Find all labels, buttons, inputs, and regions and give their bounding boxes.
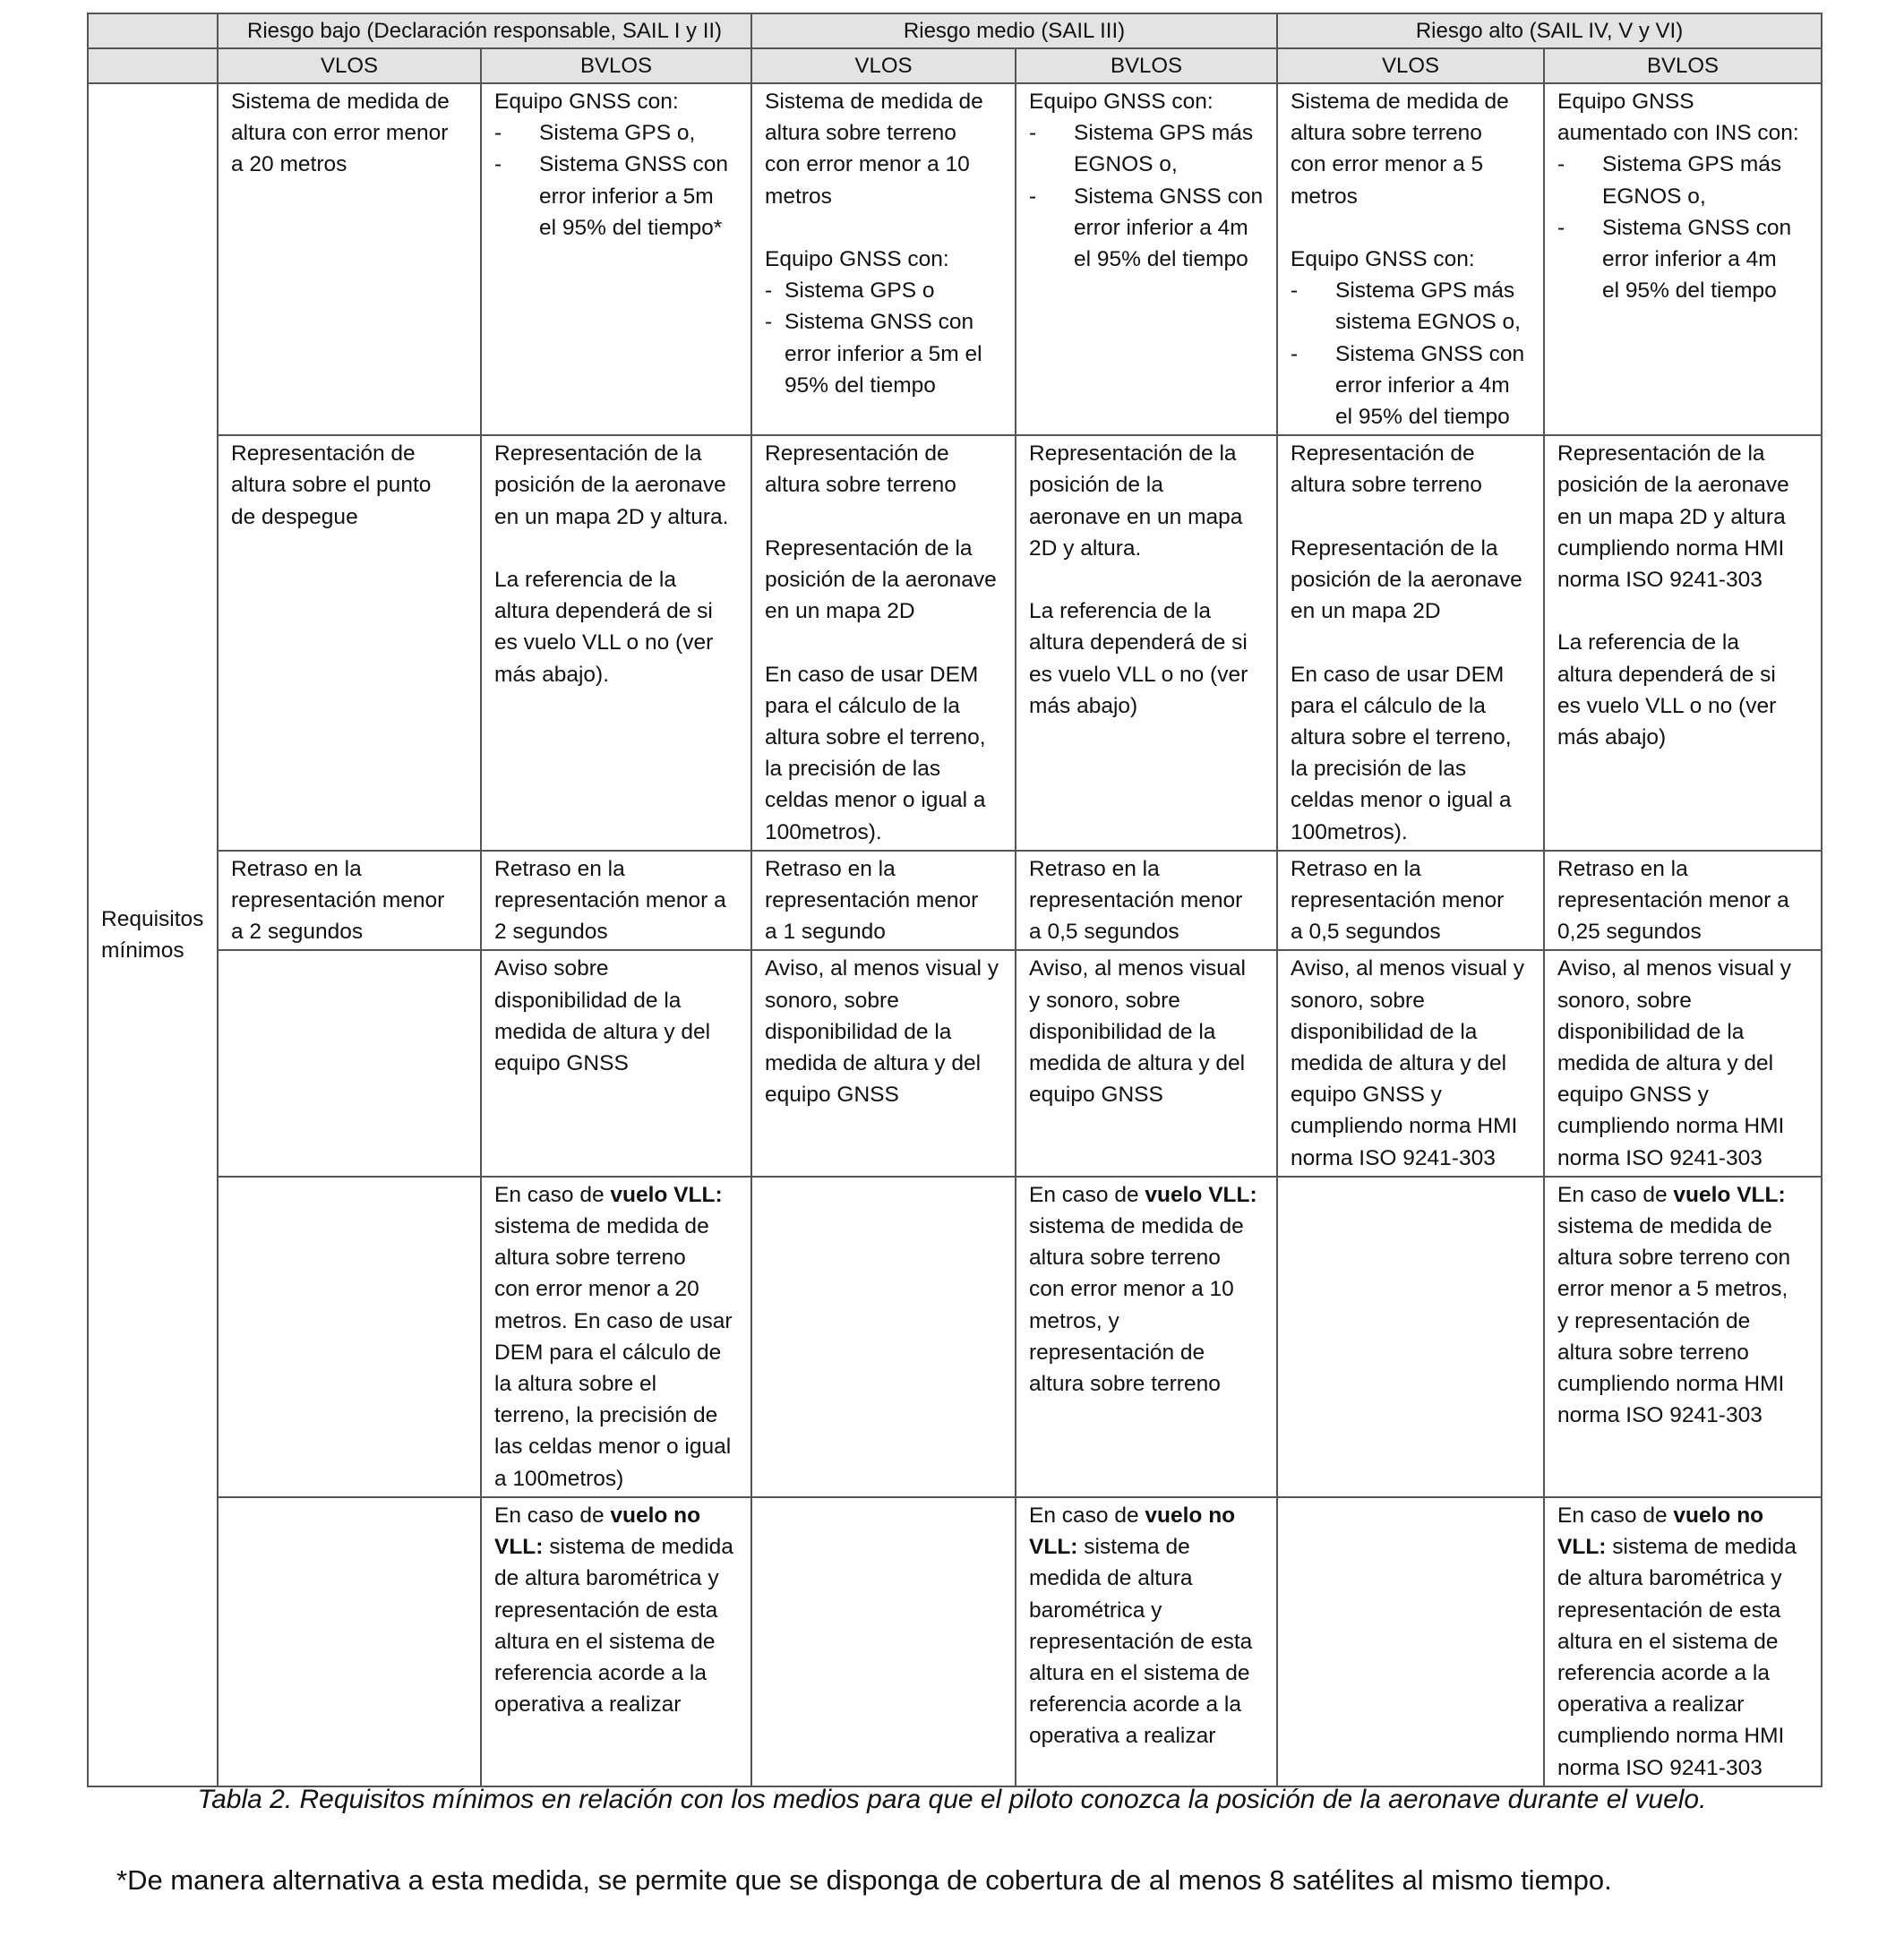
list-item-line: Sistema GPS más [1074,121,1254,146]
cell-line: barométrica y [1029,1598,1162,1623]
list-item [1557,149,1814,211]
cell-line: operativa a realizar [1029,1724,1216,1749]
table-cell [1277,1497,1544,1786]
cell-line: altura sobre terreno [1029,1372,1221,1397]
requirements-table [87,13,1823,1787]
list-item-line: Sistema GPS o [785,278,935,304]
cell-line: es vuelo VLL o no (ver [1557,693,1777,718]
cell-line: altura sobre el punto [231,473,432,498]
cell-line: altura en el sistema de [1557,1629,1779,1654]
cell-line: Representación de [231,441,416,467]
list-item-line: EGNOS o, [1074,152,1178,177]
table-cell [481,950,751,1176]
list-dash-marker: - [1291,341,1299,366]
cell-line: Aviso, al menos visual y [765,956,999,981]
table-cell [218,1497,481,1786]
cell-line: Representación de [1291,441,1475,467]
list-item [1291,338,1536,433]
cell-line: disponibilidad de la [765,1019,952,1044]
cell-line: cumpliendo norma HMI [1557,1724,1785,1749]
cell-line: en un mapa 2D [1291,599,1441,624]
cell-line [1291,501,1536,533]
table-cell [751,435,1016,851]
cell-line: Retraso en la [494,856,625,881]
cell-line: Representación de la [494,441,702,467]
cell-line: representación menor [765,888,979,913]
list-dash-marker: - [494,121,502,146]
cell-line: Equipo GNSS con: [765,247,949,271]
cell-line: a 20 metros [231,152,347,177]
table-cell [1544,950,1822,1176]
cell-bold-text: vuelo no [1673,1503,1764,1528]
table-cell [481,435,751,851]
table-cell [1016,950,1277,1176]
table-row [88,950,1822,1176]
cell-line: Retraso en la [231,856,362,881]
cell-lead-text: En caso de [1557,1503,1674,1528]
cell-line [494,533,743,564]
table-cell [751,83,1016,435]
cell-line: Equipo GNSS con: [1029,90,1214,114]
cell-line: medida de altura y del [1029,1051,1246,1076]
cell-line: Representación de la [765,535,973,561]
cell-line: Representación de la [1029,441,1237,467]
cell-line: a 1 segundo [765,920,886,945]
cell-lead-text: sistema de [1077,1535,1190,1560]
cell-line: representación de esta [494,1598,718,1623]
cell-lead-line [1029,1179,1269,1211]
cell-line: representación menor a [1557,888,1789,913]
cell-lead-line [1029,1500,1269,1531]
cell-line: aeronave en un mapa [1029,504,1243,529]
cell-line: disponibilidad de la [494,988,682,1013]
cell-line: representación de esta [1029,1629,1253,1654]
list-item [494,149,743,244]
cell-line: a 100metros) [494,1466,624,1491]
cell-lead-text: En caso de [1557,1182,1674,1207]
cell-line: operativa a realizar [1557,1692,1745,1717]
cell-line: celdas menor o igual a [1291,788,1512,813]
list-item-line: 95% del tiempo [785,373,936,398]
list-item-line: error inferior a 4m [1074,215,1248,240]
table-cell [1544,1177,1822,1497]
cell-line: altura sobre terreno [765,121,956,146]
cell-line: metros, y [1029,1308,1119,1333]
table-row [88,83,1822,435]
list-dash-marker: - [1029,184,1037,209]
cell-line: 2 segundos [494,920,608,945]
cell-line: 2D y altura. [1029,535,1142,561]
list-dash-marker: - [1557,152,1565,177]
list-item [1029,181,1269,276]
cell-bold-text: vuelo VLL: [1145,1182,1257,1207]
list-item-line: Sistema GPS más [1602,152,1782,177]
cell-line: La referencia de la [494,568,676,593]
cell-line: la precisión de las [1291,757,1467,782]
cell-line: altura en el sistema de [1029,1660,1250,1685]
row-label-cell [88,83,218,1786]
cell-line: altura sobre terreno con [1557,1246,1791,1271]
cell-line: más abajo). [494,662,610,687]
list-item-line: Sistema GNSS con [785,310,974,335]
cell-line: medida de altura y del [765,1051,982,1076]
cell-line: representación menor [1029,888,1243,913]
list-item-line: Sistema GNSS con [539,152,729,177]
cell-line: a 0,5 segundos [1291,920,1441,945]
table-cell [218,851,481,951]
list-item-line: el 95% del tiempo [1602,278,1777,304]
cell-line: sonoro, sobre [765,988,899,1013]
cell-line: cumpliendo norma HMI [1557,535,1785,561]
cell-line: 100metros). [765,819,882,844]
cell-line: equipo GNSS [494,1051,629,1076]
cell-line: referencia acorde a la [494,1660,707,1685]
cell-line: Equipo GNSS con: [494,90,679,114]
cell-line: error menor a 5 metros, [1557,1277,1788,1302]
cell-line: norma ISO 9241-303 [1557,568,1762,593]
cell-line: es vuelo VLL o no (ver [494,630,714,655]
table-cell [1277,1177,1544,1497]
cell-line: Aviso sobre [494,956,609,981]
table-cell [1016,1497,1277,1786]
cell-line: Aviso, al menos visual [1029,956,1246,981]
cell-line: para el cálculo de la [1291,693,1486,718]
cell-line: de despegue [231,504,358,529]
cell-line: sistema de medida de [1029,1214,1244,1239]
table-cell [481,1177,751,1497]
subheader-medium-bvlos: BVLOS [1016,48,1277,83]
cell-bold-text: VLL: [1557,1535,1607,1560]
cell-bold-text: VLL: [494,1535,544,1560]
cell-lead-text: En caso de [494,1182,611,1207]
cell-line: de altura barométrica y [1557,1566,1782,1591]
cell-line: con error menor a 20 [494,1277,699,1302]
cell-line: norma ISO 9241-303 [1557,1145,1762,1170]
cell-line: sonoro, sobre [1557,988,1692,1013]
list-dash-marker: - [1557,215,1565,240]
cell-line: norma ISO 9241-303 [1557,1403,1762,1428]
header-group-medium-risk: Riesgo medio (SAIL III) [751,13,1277,48]
cell-line: Sistema de medida de [765,90,983,114]
cell-line: más abajo) [1557,725,1667,750]
cell-line: posición de la aeronave [765,568,997,593]
list-item-line: error inferior a 5m el [785,341,982,366]
table-cell [1544,435,1822,851]
list-item [765,275,1008,306]
table-cell [218,435,481,851]
list-item-line: Sistema GNSS con [1074,184,1264,209]
cell-line: altura dependerá de si [1557,662,1776,687]
cell-line: DEM para el cálculo de [494,1340,722,1365]
cell-bold-text: vuelo no [1145,1503,1236,1528]
list-item-line: sistema EGNOS o, [1335,310,1521,335]
cell-line: cumpliendo norma HMI [1557,1114,1785,1139]
cell-lead-text: sistema de medida [543,1535,733,1560]
list-dash-marker: - [765,310,773,335]
subheader-high-bvlos: BVLOS [1544,48,1822,83]
table-cell [1544,851,1822,951]
header-row-modes [88,48,1822,83]
list-item [1029,117,1269,180]
cell-line: cumpliendo norma HMI [1291,1114,1518,1139]
table-cell [1016,83,1277,435]
cell-bold-text: vuelo VLL: [610,1182,723,1207]
cell-line: en un mapa 2D [765,599,915,624]
cell-line: posición de la aeronave [494,473,726,498]
subheader-low-vlos: VLOS [218,48,481,83]
table-cell [481,1497,751,1786]
cell-line: medida de altura [1029,1566,1193,1591]
cell-line: posición de la aeronave [1291,568,1522,593]
cell-line: norma ISO 9241-303 [1291,1145,1496,1170]
list-dash-marker: - [765,278,773,304]
cell-line: altura en el sistema de [494,1629,716,1654]
table-cell [751,1497,1016,1786]
footnote: *De manera alternativa a esta medida, se permite que se disponga de cobertura de al menos 8 satélites al mismo tiempo. [116,1864,1612,1896]
cell-line: altura dependerá de si [494,599,713,624]
table-cell [751,1177,1016,1497]
table-cell [1016,851,1277,951]
cell-line: metros. En caso de usar [494,1308,733,1333]
cell-lead-line [1557,1500,1814,1531]
cell-line: disponibilidad de la [1291,1019,1478,1044]
cell-line: referencia acorde a la [1557,1660,1770,1685]
cell-line: es vuelo VLL o no (ver [1029,662,1248,687]
cell-line: metros [1291,184,1358,209]
cell-line [765,212,1008,244]
cell-line [1291,212,1536,244]
table-cell [1277,950,1544,1176]
table-cell [1016,435,1277,851]
cell-line: equipo GNSS [1029,1083,1163,1108]
list-dash-marker: - [1029,121,1037,146]
list-item-line: error inferior a 5m [539,184,714,209]
cell-line: para el cálculo de la [765,693,960,718]
table-cell [1016,1177,1277,1497]
cell-lead-line [494,1179,743,1211]
cell-lead-line [1029,1531,1269,1563]
cell-line: sistema de medida de [1557,1214,1772,1239]
cell-lead-line [1557,1179,1814,1211]
cell-line: Equipo GNSS con: [1291,247,1475,271]
cell-line: altura sobre el terreno, [765,725,986,750]
list-dash-marker: - [494,152,502,177]
table-cell [481,851,751,951]
cell-line: equipo GNSS y [1557,1083,1709,1108]
cell-line: altura sobre terreno [765,473,956,498]
cell-line: Representación de la [1557,441,1765,467]
cell-line: La referencia de la [1557,630,1739,655]
cell-line: 0,25 segundos [1557,920,1702,945]
subheader-medium-vlos: VLOS [751,48,1016,83]
header-row-groups [88,13,1822,48]
table-cell [218,1177,481,1497]
cell-line: 100metros). [1291,819,1408,844]
row-label-line: mínimos [101,938,184,963]
cell-lead-text: En caso de [1029,1182,1145,1207]
table-cell [751,950,1016,1176]
cell-line: representación de esta [1557,1598,1781,1623]
cell-line: metros [765,184,832,209]
cell-lead-text: sistema de medida [1606,1535,1797,1560]
subheader-high-vlos: VLOS [1277,48,1544,83]
cell-bold-text: vuelo VLL: [1673,1182,1786,1207]
cell-lead-line [494,1531,743,1563]
header-corner-cell [88,48,218,83]
cell-bold-text: vuelo no [610,1503,701,1528]
cell-line: Sistema de medida de [1291,90,1509,114]
header-corner-cell [88,13,218,48]
cell-line: Retraso en la [765,856,896,881]
cell-line: representación de [1029,1340,1205,1365]
cell-line: representación menor [231,888,445,913]
cell-line: con error menor a 10 [1029,1277,1234,1302]
cell-line: altura sobre terreno [1291,473,1482,498]
cell-line: Retraso en la [1557,856,1688,881]
list-item-line: Sistema GNSS con [1602,215,1792,240]
cell-line: referencia acorde a la [1029,1692,1241,1717]
header-group-high-risk: Riesgo alto (SAIL IV, V y VI) [1277,13,1822,48]
table-cell [1277,435,1544,851]
table-cell [481,83,751,435]
cell-line: En caso de usar DEM [765,662,979,687]
cell-bold-text: VLL: [1029,1535,1078,1560]
cell-line: más abajo) [1029,693,1138,718]
cell-lead-line [1557,1531,1814,1563]
cell-line: cumpliendo norma HMI [1557,1372,1785,1397]
cell-line: Equipo GNSS [1557,90,1694,114]
cell-line: de altura barométrica y [494,1566,719,1591]
cell-line: con error menor a 10 [765,152,970,177]
cell-line: operativa a realizar [494,1692,682,1717]
cell-line: en un mapa 2D y altura [1557,504,1786,529]
cell-line: altura con error menor [231,121,449,146]
cell-lead-text: En caso de [494,1503,611,1528]
list-item [765,306,1008,401]
cell-line: sistema de medida de [494,1214,709,1239]
cell-line: posición de la [1029,473,1163,498]
list-item [1291,275,1536,338]
cell-line: representación menor a [494,888,726,913]
cell-line: la precisión de las [765,757,941,782]
cell-line: disponibilidad de la [1029,1019,1216,1044]
cell-line: Retraso en la [1291,856,1421,881]
table-row [88,435,1822,851]
cell-line: en un mapa 2D y altura. [494,504,729,529]
cell-line: Retraso en la [1029,856,1160,881]
list-item [494,117,743,149]
header-group-low-risk: Riesgo bajo (Declaración responsable, SAIL I y II) [218,13,751,48]
cell-line: disponibilidad de la [1557,1019,1745,1044]
table-cell [218,950,481,1176]
cell-line: Representación de [765,441,949,467]
cell-line: equipo GNSS y [1291,1083,1442,1108]
list-item-line: error inferior a 4m [1602,247,1777,272]
list-item-line: el 95% del tiempo [1335,405,1510,430]
cell-line: Representación de la [1291,535,1498,561]
cell-line: Sistema de medida de [231,90,450,114]
cell-line: representación menor [1291,888,1505,913]
table-cell [1277,83,1544,435]
cell-line: a 2 segundos [231,920,364,945]
cell-line: las celdas menor o igual [494,1435,732,1460]
list-item-line: error inferior a 4m [1335,373,1510,398]
cell-line: y representación de [1557,1308,1751,1333]
table-cell [751,851,1016,951]
cell-line: medida de altura y del [1557,1051,1774,1076]
row-label-line: Requisitos [101,906,204,931]
cell-line: altura dependerá de si [1029,630,1248,655]
cell-line: con error menor a 5 [1291,152,1484,177]
table-cell [1544,1497,1822,1786]
list-item-line: Sistema GPS más [1335,278,1515,304]
cell-line: a 0,5 segundos [1029,920,1179,945]
cell-line: norma ISO 9241-303 [1557,1755,1762,1780]
cell-line [1291,627,1536,658]
cell-lead-text: En caso de [1029,1503,1145,1528]
list-item-line: EGNOS o, [1602,184,1706,209]
cell-line: altura sobre terreno [1029,1246,1221,1271]
cell-line: altura sobre terreno [1557,1340,1749,1365]
cell-line: sonoro, sobre [1291,988,1425,1013]
cell-line [765,627,1008,658]
cell-line: aumentado con INS con: [1557,121,1799,146]
cell-line [765,501,1008,533]
list-item-line: Sistema GPS o, [539,121,696,146]
list-item-line: Sistema GNSS con [1335,341,1525,366]
list-item-line: el 95% del tiempo [1074,247,1248,272]
cell-line [1029,564,1269,595]
cell-line: En caso de usar DEM [1291,662,1505,687]
list-dash-marker: - [1291,278,1299,304]
cell-line: terreno, la precisión de [494,1403,718,1428]
table-caption: Tabla 2. Requisitos mínimos en relación con los medios para que el piloto conozca la posición de la aeronave durante el vuelo. [197,1785,1707,1814]
cell-line: medida de altura y del [494,1019,711,1044]
cell-line: posición de la aeronave [1557,473,1789,498]
cell-line: Aviso, al menos visual y [1291,956,1525,981]
table-row [88,851,1822,951]
cell-line: altura sobre terreno [1291,121,1482,146]
table-row [88,1497,1822,1786]
subheader-low-bvlos: BVLOS [481,48,751,83]
cell-line: celdas menor o igual a [765,788,986,813]
cell-line: la altura sobre el [494,1372,657,1397]
cell-line: Aviso, al menos visual y [1557,956,1792,981]
cell-line: medida de altura y del [1291,1051,1507,1076]
cell-line [1557,595,1814,627]
cell-line: altura sobre el terreno, [1291,725,1512,750]
table-row [88,1177,1822,1497]
table-cell [218,83,481,435]
cell-lead-line [494,1500,743,1531]
list-item [1557,212,1814,307]
cell-line: equipo GNSS [765,1083,899,1108]
cell-line: y sonoro, sobre [1029,988,1180,1013]
list-item-line: el 95% del tiempo* [539,215,723,240]
cell-line: altura sobre terreno [494,1246,686,1271]
table-cell [1277,851,1544,951]
cell-line: La referencia de la [1029,599,1211,624]
table-cell [1544,83,1822,435]
